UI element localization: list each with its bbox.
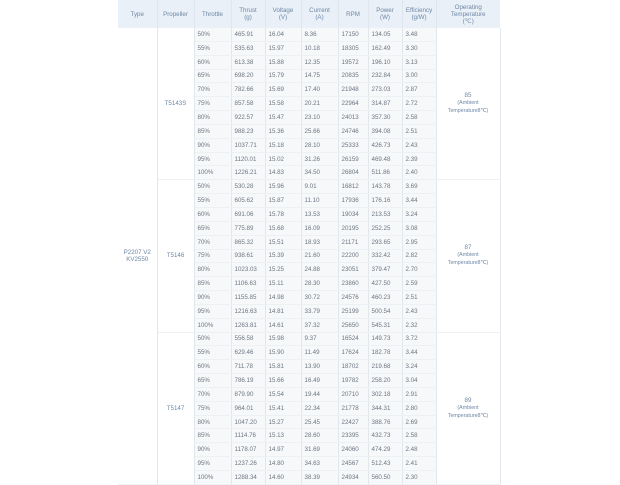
throttle-cell: 50% <box>194 332 231 346</box>
rpm-cell: 18305 <box>338 41 368 55</box>
rpm-cell: 16812 <box>338 180 368 194</box>
throttle-cell: 60% <box>194 207 231 221</box>
thrust-cell: 1263.81 <box>231 318 265 332</box>
throttle-cell: 70% <box>194 235 231 249</box>
current-cell: 12.35 <box>301 55 338 69</box>
throttle-cell: 80% <box>194 111 231 125</box>
rpm-cell: 24060 <box>338 443 368 457</box>
current-cell: 16.49 <box>301 374 338 388</box>
voltage-cell: 14.83 <box>265 166 301 180</box>
thrust-cell: 629.46 <box>231 346 265 360</box>
efficiency-cell: 3.44 <box>402 194 436 208</box>
throttle-cell: 95% <box>194 304 231 318</box>
voltage-cell: 14.80 <box>265 457 301 471</box>
current-cell: 28.30 <box>301 277 338 291</box>
rpm-cell: 19572 <box>338 55 368 69</box>
voltage-cell: 14.81 <box>265 304 301 318</box>
voltage-cell: 15.69 <box>265 83 301 97</box>
thrust-cell: 1155.85 <box>231 291 265 305</box>
table-header <box>118 0 500 28</box>
thrust-cell: 1120.01 <box>231 152 265 166</box>
temperature-value: 85 <box>464 92 472 100</box>
current-cell: 28.10 <box>301 138 338 152</box>
rpm-cell: 21778 <box>338 401 368 415</box>
current-cell: 34.50 <box>301 166 338 180</box>
thrust-cell: 1047.20 <box>231 415 265 429</box>
temperature-cell <box>436 180 500 332</box>
throttle-cell: 75% <box>194 249 231 263</box>
voltage-cell: 15.18 <box>265 138 301 152</box>
throttle-cell: 75% <box>194 97 231 111</box>
thrust-cell: 857.58 <box>231 97 265 111</box>
rpm-cell: 24934 <box>338 471 368 485</box>
throttle-cell: 95% <box>194 152 231 166</box>
ambient-note: (Ambient <box>457 404 479 411</box>
rpm-cell: 16524 <box>338 332 368 346</box>
thrust-cell: 605.62 <box>231 194 265 208</box>
current-cell: 9.37 <box>301 332 338 346</box>
efficiency-cell: 2.32 <box>402 318 436 332</box>
throttle-cell: 75% <box>194 401 231 415</box>
efficiency-cell: 2.58 <box>402 111 436 125</box>
thrust-cell: 613.38 <box>231 55 265 69</box>
throttle-cell: 55% <box>194 41 231 55</box>
throttle-cell: 85% <box>194 429 231 443</box>
power-cell: 432.73 <box>368 429 402 443</box>
power-cell: 196.10 <box>368 55 402 69</box>
efficiency-cell: 2.91 <box>402 387 436 401</box>
power-cell: 232.84 <box>368 69 402 83</box>
efficiency-cell: 2.80 <box>402 401 436 415</box>
thrust-cell: 865.32 <box>231 235 265 249</box>
efficiency-cell: 2.95 <box>402 235 436 249</box>
current-cell: 30.72 <box>301 291 338 305</box>
ambient-note: Temperature8℃) <box>447 260 489 267</box>
motor-performance-table <box>118 0 501 485</box>
thrust-cell: 1023.03 <box>231 263 265 277</box>
power-cell: 219.68 <box>368 360 402 374</box>
thrust-cell: 711.78 <box>231 360 265 374</box>
power-cell: 143.78 <box>368 180 402 194</box>
thrust-cell: 1178.07 <box>231 443 265 457</box>
rpm-cell: 23860 <box>338 277 368 291</box>
table-row <box>118 180 500 194</box>
rpm-cell: 24013 <box>338 111 368 125</box>
current-cell: 14.75 <box>301 69 338 83</box>
throttle-cell: 50% <box>194 28 231 41</box>
current-cell: 25.45 <box>301 415 338 429</box>
efficiency-cell: 3.08 <box>402 221 436 235</box>
thrust-cell: 1216.63 <box>231 304 265 318</box>
thrust-cell: 1114.76 <box>231 429 265 443</box>
voltage-cell: 14.97 <box>265 443 301 457</box>
thrust-cell: 1226.21 <box>231 166 265 180</box>
power-cell: 162.49 <box>368 41 402 55</box>
throttle-cell: 90% <box>194 443 231 457</box>
voltage-cell: 15.36 <box>265 124 301 138</box>
header-current: Current (A) <box>301 0 338 28</box>
thrust-cell: 938.61 <box>231 249 265 263</box>
current-cell: 18.93 <box>301 235 338 249</box>
efficiency-cell: 2.43 <box>402 304 436 318</box>
power-cell: 176.16 <box>368 194 402 208</box>
temperature-cell <box>436 332 500 484</box>
efficiency-cell: 2.30 <box>402 471 436 485</box>
voltage-cell: 15.13 <box>265 429 301 443</box>
rpm-cell: 21171 <box>338 235 368 249</box>
power-cell: 213.53 <box>368 207 402 221</box>
throttle-cell: 65% <box>194 374 231 388</box>
thrust-cell: 1288.34 <box>231 471 265 485</box>
throttle-cell: 80% <box>194 415 231 429</box>
voltage-cell: 15.98 <box>265 332 301 346</box>
voltage-cell: 15.39 <box>265 249 301 263</box>
power-cell: 469.48 <box>368 152 402 166</box>
throttle-cell: 65% <box>194 221 231 235</box>
voltage-cell: 15.96 <box>265 180 301 194</box>
current-cell: 11.10 <box>301 194 338 208</box>
thrust-cell: 535.63 <box>231 41 265 55</box>
efficiency-cell: 3.24 <box>402 207 436 221</box>
power-cell: 182.78 <box>368 346 402 360</box>
voltage-cell: 15.81 <box>265 360 301 374</box>
current-cell: 13.53 <box>301 207 338 221</box>
thrust-cell: 530.28 <box>231 180 265 194</box>
power-cell: 314.87 <box>368 97 402 111</box>
current-cell: 13.90 <box>301 360 338 374</box>
rpm-cell: 25333 <box>338 138 368 152</box>
efficiency-cell: 2.82 <box>402 249 436 263</box>
voltage-cell: 15.78 <box>265 207 301 221</box>
current-cell: 17.40 <box>301 83 338 97</box>
throttle-cell: 80% <box>194 263 231 277</box>
power-cell: 560.50 <box>368 471 402 485</box>
voltage-cell: 15.68 <box>265 221 301 235</box>
table-body <box>118 28 500 484</box>
header-thrust: Thrust (g) <box>231 0 265 28</box>
rpm-cell: 25650 <box>338 318 368 332</box>
motor-type-cell <box>118 28 157 484</box>
current-cell: 21.60 <box>301 249 338 263</box>
throttle-cell: 70% <box>194 83 231 97</box>
throttle-cell: 90% <box>194 291 231 305</box>
power-cell: 273.03 <box>368 83 402 97</box>
propeller-cell: T5146 <box>157 180 194 332</box>
header-rpm: RPM <box>338 0 368 28</box>
power-cell: 474.29 <box>368 443 402 457</box>
efficiency-cell: 3.00 <box>402 69 436 83</box>
voltage-cell: 15.54 <box>265 387 301 401</box>
rpm-cell: 20195 <box>338 221 368 235</box>
power-cell: 426.73 <box>368 138 402 152</box>
current-cell: 22.34 <box>301 401 338 415</box>
throttle-cell: 85% <box>194 124 231 138</box>
voltage-cell: 15.87 <box>265 194 301 208</box>
voltage-cell: 15.66 <box>265 374 301 388</box>
voltage-cell: 15.41 <box>265 401 301 415</box>
voltage-cell: 15.90 <box>265 346 301 360</box>
ambient-note: (Ambient <box>457 100 479 107</box>
ambient-note: (Ambient <box>457 252 479 259</box>
voltage-cell: 15.27 <box>265 415 301 429</box>
current-cell: 16.09 <box>301 221 338 235</box>
efficiency-cell: 2.48 <box>402 443 436 457</box>
rpm-cell: 19782 <box>338 374 368 388</box>
current-cell: 11.49 <box>301 346 338 360</box>
current-cell: 19.44 <box>301 387 338 401</box>
current-cell: 9.01 <box>301 180 338 194</box>
rpm-cell: 22200 <box>338 249 368 263</box>
header-propeller: Propeller <box>157 0 194 28</box>
header-voltage: Voltage (V) <box>265 0 301 28</box>
efficiency-cell: 3.04 <box>402 374 436 388</box>
efficiency-cell: 2.58 <box>402 429 436 443</box>
thrust-cell: 691.06 <box>231 207 265 221</box>
efficiency-cell: 2.51 <box>402 291 436 305</box>
efficiency-cell: 3.30 <box>402 41 436 55</box>
thrust-cell: 556.58 <box>231 332 265 346</box>
power-cell: 511.86 <box>368 166 402 180</box>
header-type: Type <box>118 0 157 28</box>
propeller-cell: T5143S <box>157 28 194 180</box>
voltage-cell: 15.25 <box>265 263 301 277</box>
voltage-cell: 15.97 <box>265 41 301 55</box>
rpm-cell: 17150 <box>338 28 368 41</box>
throttle-cell: 70% <box>194 387 231 401</box>
efficiency-cell: 3.72 <box>402 332 436 346</box>
rpm-cell: 23051 <box>338 263 368 277</box>
thrust-cell: 465.91 <box>231 28 265 41</box>
rpm-cell: 20710 <box>338 387 368 401</box>
voltage-cell: 16.04 <box>265 28 301 41</box>
throttle-cell: 100% <box>194 318 231 332</box>
thrust-cell: 786.19 <box>231 374 265 388</box>
rpm-cell: 20835 <box>338 69 368 83</box>
current-cell: 31.26 <box>301 152 338 166</box>
voltage-cell: 15.88 <box>265 55 301 69</box>
efficiency-cell: 3.44 <box>402 346 436 360</box>
efficiency-cell: 2.39 <box>402 152 436 166</box>
rpm-cell: 22964 <box>338 97 368 111</box>
efficiency-cell: 2.59 <box>402 277 436 291</box>
voltage-cell: 15.51 <box>265 235 301 249</box>
power-cell: 388.76 <box>368 415 402 429</box>
thrust-cell: 1237.26 <box>231 457 265 471</box>
rpm-cell: 17624 <box>338 346 368 360</box>
throttle-cell: 90% <box>194 138 231 152</box>
ambient-note: Temperature8℃) <box>447 412 489 419</box>
propeller-cell: T5147 <box>157 332 194 484</box>
current-cell: 24.88 <box>301 263 338 277</box>
header-temperature: Operating Temperature (℃) <box>436 0 500 28</box>
temperature-value: 89 <box>464 396 472 404</box>
thrust-cell: 879.90 <box>231 387 265 401</box>
voltage-cell: 14.60 <box>265 471 301 485</box>
current-cell: 28.60 <box>301 429 338 443</box>
power-cell: 332.42 <box>368 249 402 263</box>
thrust-cell: 964.01 <box>231 401 265 415</box>
power-cell: 460.23 <box>368 291 402 305</box>
current-cell: 23.10 <box>301 111 338 125</box>
efficiency-cell: 2.72 <box>402 97 436 111</box>
efficiency-cell: 2.70 <box>402 263 436 277</box>
thrust-cell: 782.66 <box>231 83 265 97</box>
power-cell: 293.65 <box>368 235 402 249</box>
temperature-value: 87 <box>464 244 472 252</box>
rpm-cell: 19034 <box>338 207 368 221</box>
power-cell: 134.05 <box>368 28 402 41</box>
motor-model: P2207 V2 <box>123 248 151 256</box>
efficiency-cell: 3.24 <box>402 360 436 374</box>
current-cell: 38.39 <box>301 471 338 485</box>
thrust-cell: 1037.71 <box>231 138 265 152</box>
throttle-cell: 100% <box>194 166 231 180</box>
power-cell: 500.54 <box>368 304 402 318</box>
motor-kv: KV2550 <box>126 255 149 263</box>
voltage-cell: 15.79 <box>265 69 301 83</box>
efficiency-cell: 2.69 <box>402 415 436 429</box>
throttle-cell: 55% <box>194 194 231 208</box>
voltage-cell: 15.11 <box>265 277 301 291</box>
efficiency-cell: 2.51 <box>402 124 436 138</box>
ambient-note: Temperature8℃) <box>447 108 489 115</box>
current-cell: 37.32 <box>301 318 338 332</box>
table-row <box>118 28 500 41</box>
thrust-cell: 988.23 <box>231 124 265 138</box>
rpm-cell: 21948 <box>338 83 368 97</box>
current-cell: 25.66 <box>301 124 338 138</box>
thrust-cell: 698.20 <box>231 69 265 83</box>
rpm-cell: 25199 <box>338 304 368 318</box>
power-cell: 512.43 <box>368 457 402 471</box>
current-cell: 20.21 <box>301 97 338 111</box>
rpm-cell: 24746 <box>338 124 368 138</box>
power-cell: 394.08 <box>368 124 402 138</box>
efficiency-cell: 3.69 <box>402 180 436 194</box>
header-efficiency: Efficiency (g/W) <box>402 0 436 28</box>
rpm-cell: 22427 <box>338 415 368 429</box>
table-row <box>118 332 500 346</box>
current-cell: 33.79 <box>301 304 338 318</box>
rpm-cell: 26804 <box>338 166 368 180</box>
power-cell: 357.30 <box>368 111 402 125</box>
power-cell: 252.25 <box>368 221 402 235</box>
current-cell: 34.63 <box>301 457 338 471</box>
efficiency-cell: 2.43 <box>402 138 436 152</box>
current-cell: 8.36 <box>301 28 338 41</box>
power-cell: 344.31 <box>368 401 402 415</box>
efficiency-cell: 2.41 <box>402 457 436 471</box>
throttle-cell: 65% <box>194 69 231 83</box>
efficiency-cell: 2.87 <box>402 83 436 97</box>
voltage-cell: 15.02 <box>265 152 301 166</box>
power-cell: 149.73 <box>368 332 402 346</box>
throttle-cell: 60% <box>194 360 231 374</box>
rpm-cell: 24567 <box>338 457 368 471</box>
power-cell: 379.47 <box>368 263 402 277</box>
thrust-cell: 775.89 <box>231 221 265 235</box>
rpm-cell: 26159 <box>338 152 368 166</box>
efficiency-cell: 2.40 <box>402 166 436 180</box>
throttle-cell: 55% <box>194 346 231 360</box>
thrust-cell: 1106.63 <box>231 277 265 291</box>
efficiency-cell: 3.13 <box>402 55 436 69</box>
throttle-cell: 60% <box>194 55 231 69</box>
header-throttle: Throttle <box>194 0 231 28</box>
header-power: Power (W) <box>368 0 402 28</box>
voltage-cell: 15.47 <box>265 111 301 125</box>
rpm-cell: 18702 <box>338 360 368 374</box>
current-cell: 31.69 <box>301 443 338 457</box>
throttle-cell: 50% <box>194 180 231 194</box>
power-cell: 302.18 <box>368 387 402 401</box>
power-cell: 427.50 <box>368 277 402 291</box>
efficiency-cell: 3.48 <box>402 28 436 41</box>
current-cell: 10.18 <box>301 41 338 55</box>
temperature-cell <box>436 28 500 180</box>
thrust-cell: 922.57 <box>231 111 265 125</box>
throttle-cell: 85% <box>194 277 231 291</box>
rpm-cell: 23395 <box>338 429 368 443</box>
rpm-cell: 17936 <box>338 194 368 208</box>
power-cell: 258.20 <box>368 374 402 388</box>
rpm-cell: 24576 <box>338 291 368 305</box>
throttle-cell: 100% <box>194 471 231 485</box>
voltage-cell: 15.58 <box>265 97 301 111</box>
throttle-cell: 95% <box>194 457 231 471</box>
voltage-cell: 14.61 <box>265 318 301 332</box>
power-cell: 545.31 <box>368 318 402 332</box>
voltage-cell: 14.98 <box>265 291 301 305</box>
